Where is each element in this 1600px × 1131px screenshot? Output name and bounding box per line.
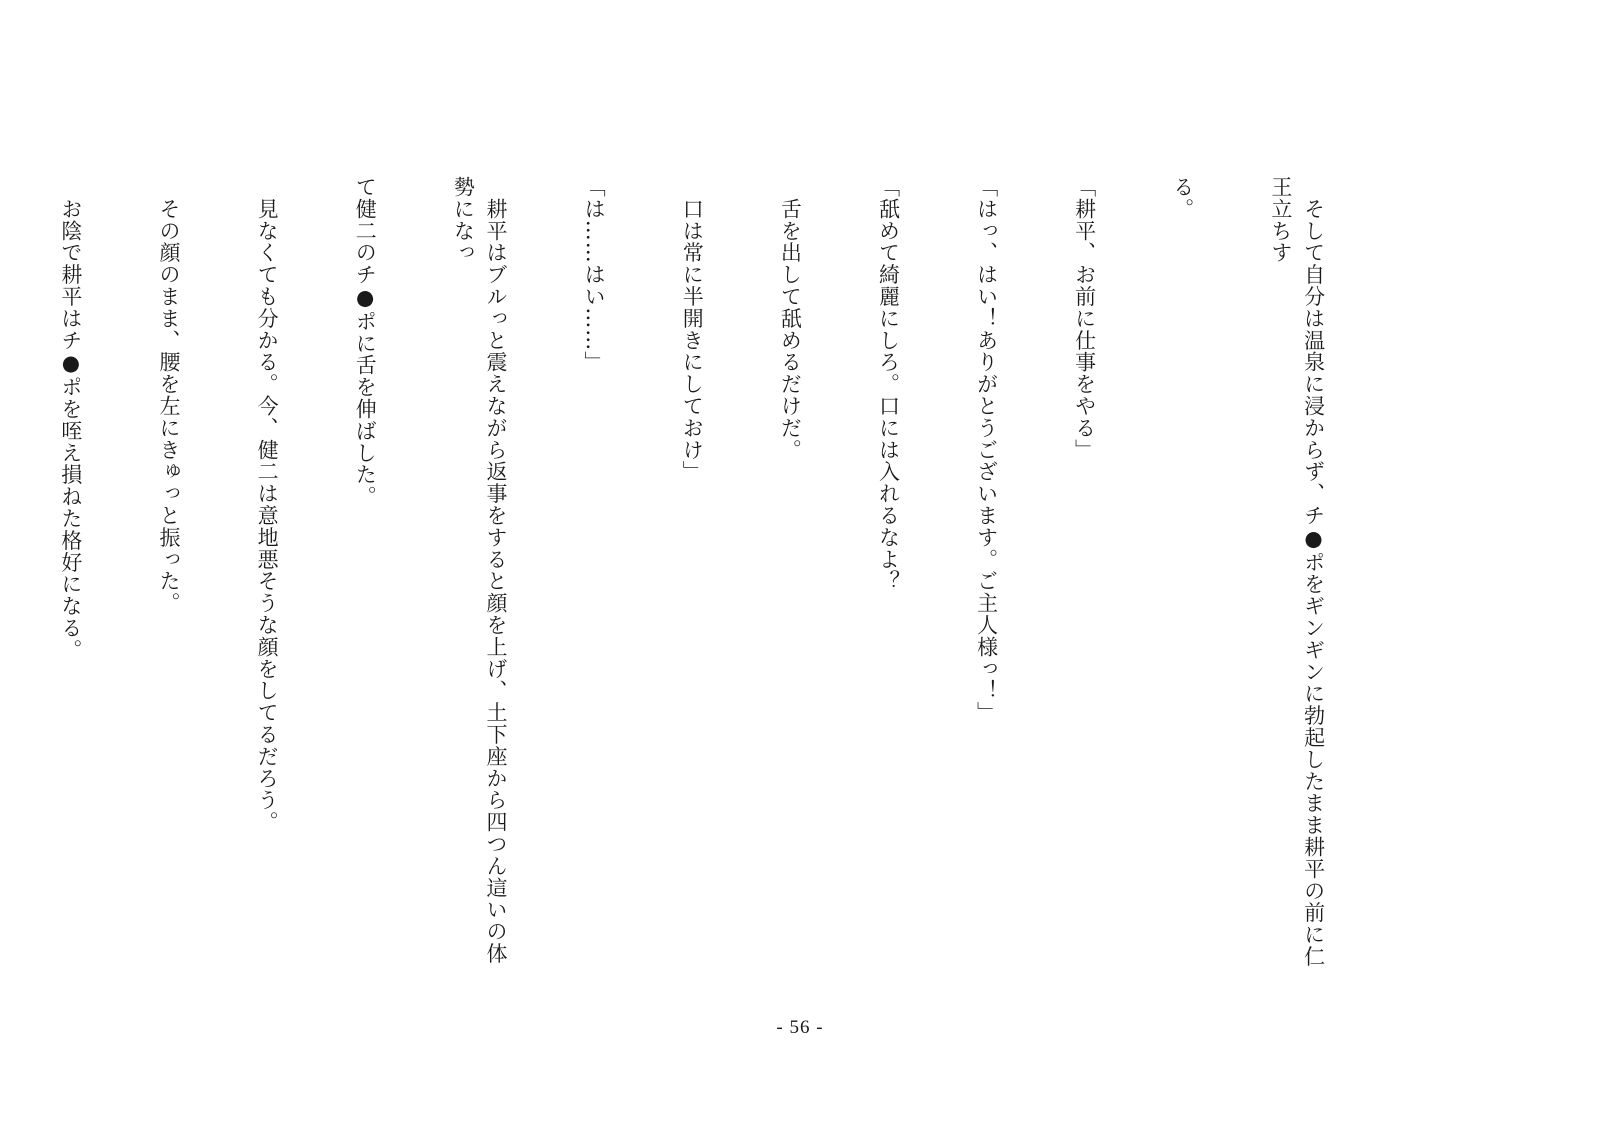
text-line: 口は常に半開きにしておけ」 [680,176,705,483]
text-line: て健二のチ●ポに舌を伸ばした。 [353,176,378,508]
text-line: 耕平はブルっと震えながら返事をすると顔を上げ、土下座から四つん這いの体勢になっ [451,176,509,965]
text-line: 舌を出して舐めるだけだ。 [778,176,803,461]
text-line: る。 [1170,176,1195,220]
text-line: 見なくても分かる。今、健二は意地悪そうな顔をしてるだろう。 [255,176,280,833]
text-line: お陰で耕平はチ●ポを咥え損ねた格好になる。 [58,176,83,661]
text-line: 「耕平、お前に仕事をやる」 [1072,176,1097,461]
text-line: その顔のまま、腰を左にきゅっと振った。 [156,176,181,614]
text-line: 「はっ、はい！ありがとうございます。ご主人様っ！」 [974,176,999,724]
text-line: そして自分は温泉に浸からず、チ●ポをギンギンに勃起したまま耕平の前に仁王立ちす [1268,176,1326,968]
vertical-text-body [0,176,1395,976]
text-line: 「は……はい……」 [582,176,607,374]
page-number: - 56 - [776,1017,824,1038]
text-line: 「舐めて綺麗にしろ。口には入れるなよ？ [876,176,901,593]
